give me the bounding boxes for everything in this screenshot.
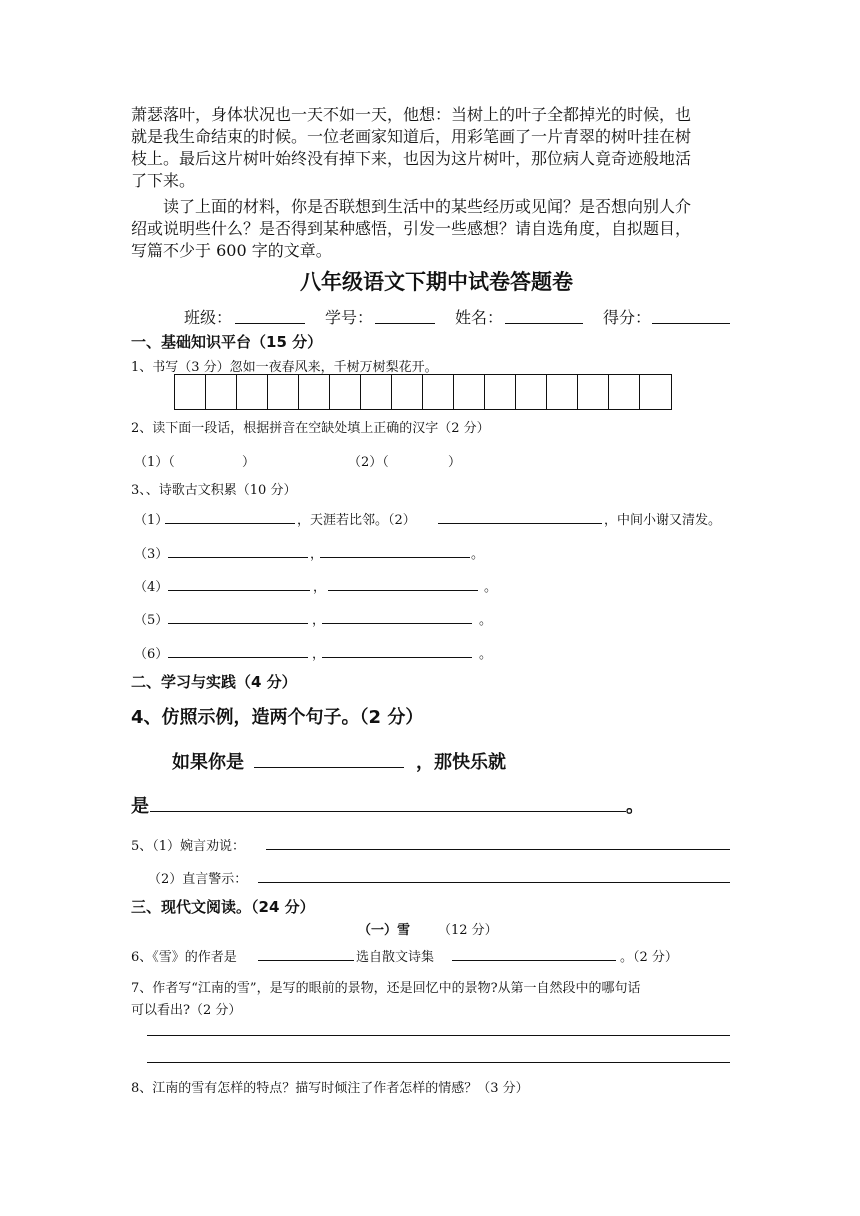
q5-2-blank[interactable] <box>258 882 730 883</box>
q3-1-blank[interactable] <box>165 523 295 524</box>
q3-3-blank-b[interactable] <box>320 557 470 558</box>
passage-line: 绍或说明些什么？是否得到某种感悟，引发一些感想？请自选角度，自拟题目， <box>131 219 692 238</box>
page-title: 八年级语文下期中试卷答题卷 <box>300 270 573 294</box>
q3-5-label: （5） <box>134 613 169 628</box>
q7-answer-line[interactable] <box>147 1062 730 1063</box>
period: 。 <box>479 647 493 662</box>
answer-2-2-open: （2）（ <box>348 455 389 470</box>
question-3: 3、、诗歌古文积累（10 分） <box>131 483 297 498</box>
comma: ， <box>313 580 327 595</box>
period: 。 <box>484 580 498 595</box>
q3-2-blank[interactable] <box>438 523 602 524</box>
question-6-a: 6、《雪》的作者是 <box>131 950 237 965</box>
q3-6-blank-a[interactable] <box>168 657 308 658</box>
q4-blank-a[interactable] <box>254 767 404 768</box>
period: 。 <box>479 613 493 628</box>
passage-line: 写篇不少于 600 字的文章。 <box>131 241 332 260</box>
id-label: 学号： <box>325 308 374 327</box>
period: 。 <box>471 547 485 562</box>
q3-4-label: （4） <box>134 580 169 595</box>
question-7-line2: 可以看出?（2 分） <box>131 1003 242 1018</box>
q3-4-blank-a[interactable] <box>168 590 310 591</box>
passage-line: 萧瑟落叶，身体状况也一天不如一天，他想：当树上的叶子全都掉光的时候，也 <box>131 105 692 124</box>
q3-6-blank-b[interactable] <box>322 657 472 658</box>
q3-1-text: ，天涯若比邻。（2） <box>297 513 416 528</box>
question-8: 8、江南的雪有怎样的特点？描写时倾注了作者怎样的情感？（3 分） <box>131 1081 529 1096</box>
passage-line: 就是我生命结束的时候。一位老画家知道后，用彩笔画了一片青翠的树叶挂在树 <box>131 127 692 146</box>
score-field[interactable] <box>652 323 730 324</box>
passage-line: 了下来。 <box>131 171 196 190</box>
q3-6-label: （6） <box>134 647 169 662</box>
q4-text-a: 如果你是 <box>172 752 244 773</box>
question-1: 1、书写（3 分）忽如一夜春风来，千树万树梨花开。 <box>131 360 438 375</box>
passage-line: 读了上面的材料，你是否联想到生活中的某些经历或见闻？是否想向别人介 <box>163 197 692 216</box>
question-7-line1: 7、作者写“江南的雪”，是写的眼前的景物，还是回忆中的景物?从第一自然段中的哪句话 <box>131 981 641 996</box>
name-label: 姓名： <box>455 308 504 327</box>
question-5-1: 5、（1）婉言劝说： <box>131 839 246 854</box>
subsection-score: （12 分） <box>438 923 498 938</box>
question-6-c: 。（2 分） <box>620 950 678 965</box>
q4-text-b: ，那快乐就 <box>416 752 506 773</box>
answer-2-1-close: ） <box>242 455 256 470</box>
comma: ， <box>312 647 326 662</box>
name-field[interactable] <box>505 323 583 324</box>
q6-collection-blank[interactable] <box>452 960 616 961</box>
q3-5-blank-a[interactable] <box>168 623 308 624</box>
section-heading: 二、学习与实践（4 分） <box>131 673 297 691</box>
writing-grid[interactable] <box>174 374 672 410</box>
comma: ， <box>312 613 326 628</box>
q3-1-label: （1） <box>134 513 169 528</box>
question-4: 4、仿照示例，造两个句子。（2 分） <box>131 707 424 728</box>
comma: ， <box>310 547 324 562</box>
question-2: 2、读下面一段话，根据拼音在空缺处填上正确的汉字（2 分） <box>131 421 490 436</box>
section-heading: 一、基础知识平台（15 分） <box>131 333 323 351</box>
q4-text-c: 是 <box>131 796 149 817</box>
q3-4-blank-b[interactable] <box>328 590 478 591</box>
q3-3-label: （3） <box>134 547 169 562</box>
q3-5-blank-b[interactable] <box>322 623 472 624</box>
q4-end: 。 <box>626 796 644 817</box>
passage-line: 枝上。最后这片树叶始终没有掉下来，也因为这片树叶，那位病人竟奇迹般地活 <box>131 149 692 168</box>
answer-2-1-open: （1）（ <box>134 455 175 470</box>
id-field[interactable] <box>375 323 435 324</box>
q3-2-text: ，中间小谢又清发。 <box>604 513 722 528</box>
q3-3-blank-a[interactable] <box>168 557 308 558</box>
q7-answer-line[interactable] <box>147 1035 730 1036</box>
score-label: 得分： <box>603 308 652 327</box>
q5-1-blank[interactable] <box>266 849 730 850</box>
class-field[interactable] <box>235 323 305 324</box>
section-heading: 三、现代文阅读。（24 分） <box>131 898 315 916</box>
q6-author-blank[interactable] <box>258 960 354 961</box>
q4-blank-b[interactable] <box>150 811 626 812</box>
answer-2-2-close: ） <box>448 455 462 470</box>
class-label: 班级： <box>184 308 233 327</box>
question-5-2: （2）直言警示： <box>148 872 248 887</box>
subsection-title: （一）雪 <box>358 923 411 938</box>
question-6-b: 选自散文诗集 <box>356 950 435 965</box>
